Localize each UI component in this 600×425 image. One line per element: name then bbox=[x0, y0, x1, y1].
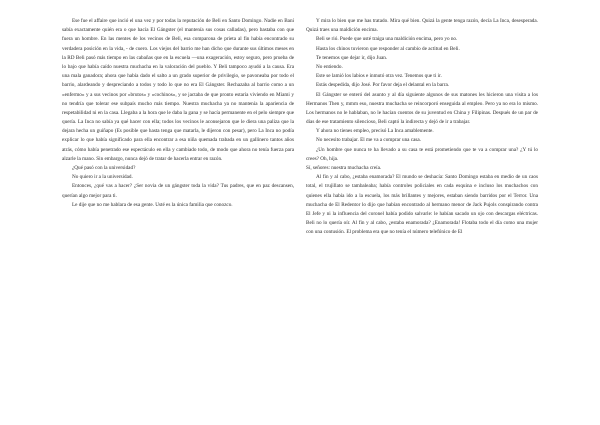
paragraph: ¿Qué pasó con la universidad? bbox=[72, 165, 136, 171]
paragraph: Le dije que no me hablara de esa gente. Usté es la única familia que conozco. bbox=[72, 201, 233, 208]
left-page bbox=[62, 17, 294, 210]
paragraph: Y mira lo bien que me has tratado. Mira qué bien. Quizá la gente tenga razón, decía La Inca, desesperada. Quizá traes una maldición encima. bbox=[306, 18, 538, 34]
paragraph: Entonces, ¿qué vas a hacer? ¿Ser novia de un gángster toda la vida? Tus padres, que en paz descansen, querían algo mejor para ti. bbox=[62, 183, 294, 199]
paragraph: No quiero ir a la universidad. bbox=[72, 174, 133, 181]
paragraph: Y ahora no tienes empleo, precisó La Inca amablemente. bbox=[316, 128, 434, 135]
paragraph: Ese fue el affaire que inció el una vez y por todas la reputación de Beli en Santo Domingo. Nadie en Baní sabía exactamente quién era o que hacía El Gángster (el mantenía sus cosas calladas), pero bastaba con que fuera un hombre. En las mentes de los vecinos de Beli, esa comparona de prieta al fin había encontrado su verdadera posición en la vida, - de cuero. Los viejos del barrio me han dicho que durante sus últimos meses en la RD Beli pasó más tiempo en las cabañas que en la escuela —una exageración, estoy seguro, pero prueba de lo bajo que había caído nuestra muchacha en la valoración del pueblo. Y Beli tampoco ayudó a la causa. Era una mala ganadora; ahora que había dado el salto a un grado superior de privilegio, se pavoneaba por todo el barrio, alardeando y despreciando a todos y todo lo que no era El Gángster. Rechazaba al barrio como a un «enfermo» y a sus vecinos por «brutos» y «cochinos», y se jactaba de que pronto estaría viviendo en Miami y no tendría que tolerar ese subpaís mucho más tiempo. Nuestra muchacha ya no mantenía la apariencia de respetabilidad ni en la casa. Llegaba a la hora que le daba la gana y se hacía permanente en el pelo siempre que quería. La Inca no sabía ya qué hacer con ella; todos los vecinos le aconsejaron que le diera una paliza que la dejara hecha un guiñapo (Es posible que hasta tenga que matarla, le dijeron con pesar), pero La Inca no podía explicar lo que había significado para ella encontrar a esa niña quemada trabada en un gallinero tantos años atrás, cómo había penetrado ese espectáculo en ella y cambiado todo, de modo que ahora no tenía fuerza para alzarle la mano. Sin embargo, nunca dejó de tratar de hacerla entrar en razón. bbox=[62, 18, 294, 162]
paragraph: Te tenemos que dejar ir, dijo Juan. bbox=[316, 54, 388, 61]
paragraph: No necesito trabajar. El me va a comprar una casa. bbox=[316, 137, 421, 144]
paragraph: Sí, señores: nuestra muchacha creía. bbox=[306, 165, 382, 171]
paragraph: Estás despedida, dijo José. Por favor deja el delantal en la barra. bbox=[316, 82, 450, 89]
right-page bbox=[306, 17, 538, 238]
paragraph: Beli se rió. Puede que usté traiga una maldición encima, pero yo no. bbox=[316, 36, 458, 43]
paragraph: Hasta los chinos tuvieron que responder al cambio de actitud en Beli. bbox=[316, 45, 460, 52]
paragraph: Al fin y al cabo, ¿estaba enamorada? El mundo se deshacía: Santo Domingo estaba en medio de un caos total, el trujillato se tambaleaba; había controles policiales en cada esquina e incluso los muchachos con quienes ella había ido a la escuela, los más brillantes y mejores, estaban siendo barridos por el Terror. Una muchacha de El Redentor lo dijo que habían encontrado al hermano menor de Jack Pujols conspirando contra El Jefe y ni la influencia del coronel había podido salvarle: le habían sacado un ojo con descargas eléctricas. Beli no lo quería oír. Al fin y al cabo, ¿estaba enamorada? ¿Enamorada! Flotaba todo el día como una mujer con una contusión. El problema era que no tenía el número telefónico de El bbox=[306, 174, 538, 236]
paragraph: El Gángster se enteró del asunto y al día siguiente algunos de sus matones les hicieron una visita a los Hermanos Then y, mmm eso, nuestra muchacha se reincorporó enseguida al empleo. Pero ya no era lo mismo. Los hermanos no le hablaban, no le hacían cuentos de su juventud en China y Filipinas. Después de un par de días de ese tratamiento silencioso, Beli captó la indirecta y dejó de ir a trabajar. bbox=[306, 91, 538, 126]
paragraph: No entiendo. bbox=[316, 63, 343, 70]
paragraph: Este se lamió los labios e inmutó otra vez. Tenemos que ti ir. bbox=[316, 73, 442, 80]
paragraph: ¿Un hombre que nunca te ha llevado a su casa te está prometiendo que te va a comprar una? ¿Y tú lo crees? Oh, hija. bbox=[306, 146, 538, 162]
